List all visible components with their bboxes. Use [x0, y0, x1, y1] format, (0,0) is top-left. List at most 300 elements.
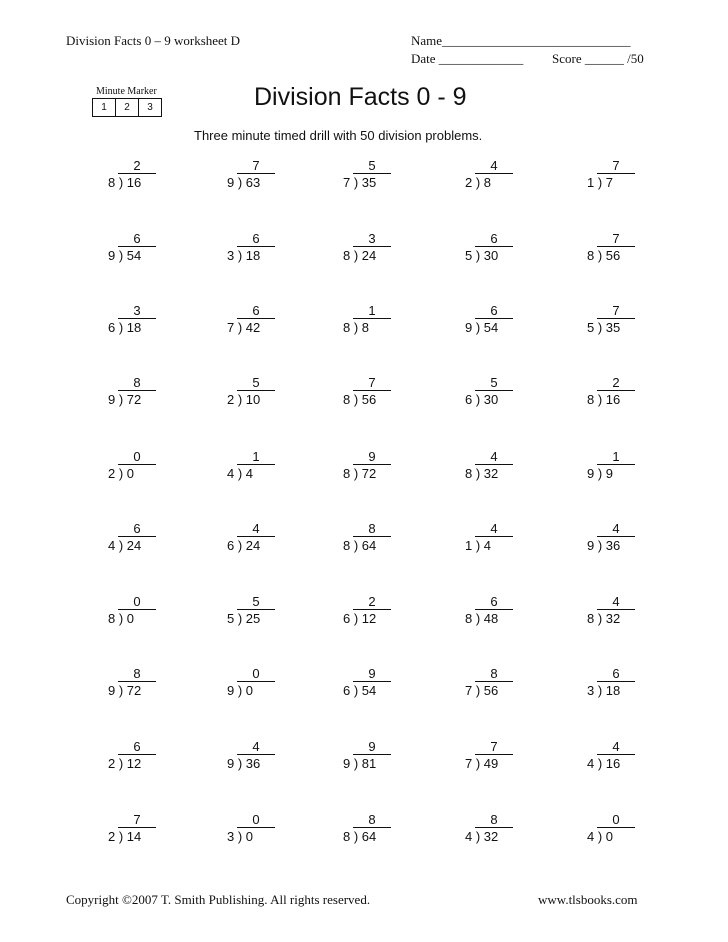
problem-division: [343, 248, 376, 264]
problem-dividend: 35: [361, 175, 377, 190]
division-bracket: ): [350, 538, 362, 553]
problem-divisor: 8: [343, 248, 351, 263]
problem-division: [587, 756, 620, 772]
problem-dividend: 14: [126, 829, 142, 844]
division-bracket: ): [115, 248, 127, 263]
problem-quotient: 8: [475, 666, 513, 682]
problem-dividend: 36: [605, 538, 621, 553]
problem-division: [227, 248, 260, 264]
problem-quotient: 1: [353, 303, 391, 319]
division-bracket: ): [350, 320, 362, 335]
problem-division: [108, 756, 141, 772]
problem-division: [587, 538, 620, 554]
problem-divisor: 9: [587, 538, 595, 553]
problem-dividend: 56: [483, 683, 499, 698]
problem-division: [227, 611, 260, 627]
problem-dividend: 12: [361, 611, 377, 626]
problem-division: [343, 466, 376, 482]
division-problem: [108, 739, 188, 775]
division-bracket: ): [350, 829, 362, 844]
division-problem: [465, 666, 545, 702]
problem-dividend: 72: [361, 466, 377, 481]
problem-quotient: 7: [597, 158, 635, 174]
division-problem: [227, 303, 307, 339]
problem-dividend: 64: [361, 829, 377, 844]
problem-divisor: 3: [227, 248, 235, 263]
problem-division: [587, 248, 620, 264]
problem-dividend: 81: [361, 756, 377, 771]
problem-divisor: 8: [343, 466, 351, 481]
division-problem: [465, 812, 545, 848]
problem-dividend: 54: [126, 248, 142, 263]
problem-divisor: 8: [343, 392, 351, 407]
division-bracket: ): [350, 175, 362, 190]
problem-divisor: 8: [465, 611, 473, 626]
problem-dividend: 16: [605, 756, 621, 771]
problem-quotient: 2: [118, 158, 156, 174]
problem-dividend: 24: [126, 538, 142, 553]
division-bracket: ): [472, 756, 484, 771]
problem-quotient: 4: [597, 739, 635, 755]
division-bracket: ): [472, 320, 484, 335]
problem-dividend: 56: [605, 248, 621, 263]
problem-quotient: 4: [475, 449, 513, 465]
problem-dividend: 4: [483, 538, 492, 553]
division-problem: [108, 449, 188, 485]
problem-quotient: 8: [353, 812, 391, 828]
division-bracket: ): [472, 392, 484, 407]
division-bracket: ): [594, 248, 606, 263]
division-problem: [465, 449, 545, 485]
problem-divisor: 9: [587, 466, 595, 481]
problem-divisor: 1: [587, 175, 595, 190]
problem-divisor: 7: [465, 683, 473, 698]
problem-quotient: 5: [237, 594, 275, 610]
division-bracket: ): [472, 466, 484, 481]
division-problem: [227, 812, 307, 848]
problem-dividend: 16: [605, 392, 621, 407]
division-bracket: ): [234, 466, 246, 481]
problem-divisor: 8: [587, 392, 595, 407]
division-bracket: ): [350, 683, 362, 698]
problem-dividend: 56: [361, 392, 377, 407]
division-problem: [465, 739, 545, 775]
problem-divisor: 7: [227, 320, 235, 335]
division-problem: [227, 231, 307, 267]
problem-dividend: 63: [245, 175, 261, 190]
division-problem: [587, 231, 667, 267]
division-problem: [227, 449, 307, 485]
problem-divisor: 2: [108, 829, 116, 844]
problem-quotient: 8: [353, 521, 391, 537]
problem-divisor: 9: [227, 756, 235, 771]
problem-divisor: 1: [465, 538, 473, 553]
problem-division: [108, 538, 141, 554]
problem-quotient: 0: [597, 812, 635, 828]
problem-divisor: 3: [227, 829, 235, 844]
problem-division: [227, 320, 260, 336]
problem-division: [108, 175, 141, 191]
problem-quotient: 5: [353, 158, 391, 174]
problem-quotient: 9: [353, 666, 391, 682]
minute-marker-box: [92, 98, 162, 117]
division-bracket: ): [234, 538, 246, 553]
footer-website: www.tlsbooks.com: [538, 892, 638, 907]
problem-quotient: 1: [237, 449, 275, 465]
division-bracket: ): [115, 683, 127, 698]
problem-quotient: 4: [597, 594, 635, 610]
problem-quotient: 8: [475, 812, 513, 828]
division-problem: [587, 812, 667, 848]
problem-dividend: 35: [605, 320, 621, 335]
division-bracket: ): [594, 683, 606, 698]
problem-quotient: 7: [475, 739, 513, 755]
problem-dividend: 0: [126, 611, 135, 626]
problem-division: [108, 248, 141, 264]
problem-division: [465, 538, 491, 554]
division-bracket: ): [350, 611, 362, 626]
division-problem: [343, 739, 423, 775]
division-bracket: ): [234, 175, 246, 190]
division-bracket: ): [594, 829, 606, 844]
problem-division: [108, 392, 141, 408]
problem-divisor: 6: [108, 320, 116, 335]
problem-divisor: 9: [227, 683, 235, 698]
division-bracket: ): [350, 756, 362, 771]
problem-quotient: 6: [118, 739, 156, 755]
problem-divisor: 8: [465, 466, 473, 481]
problem-division: [587, 320, 620, 336]
problem-dividend: 0: [605, 829, 614, 844]
problem-division: [343, 683, 376, 699]
problem-division: [343, 392, 376, 408]
division-bracket: ): [594, 538, 606, 553]
problem-quotient: 2: [353, 594, 391, 610]
problem-quotient: 7: [597, 231, 635, 247]
problem-division: [587, 611, 620, 627]
problem-quotient: 7: [597, 303, 635, 319]
problem-dividend: 72: [126, 683, 142, 698]
division-problem: [108, 158, 188, 194]
problem-division: [227, 538, 260, 554]
division-problem: [465, 231, 545, 267]
division-problem: [227, 666, 307, 702]
problem-quotient: 8: [118, 666, 156, 682]
division-problem: [343, 812, 423, 848]
problem-divisor: 8: [343, 538, 351, 553]
division-problem: [587, 666, 667, 702]
division-problem: [587, 449, 667, 485]
problem-quotient: 1: [597, 449, 635, 465]
division-problem: [343, 449, 423, 485]
division-bracket: ): [594, 466, 606, 481]
problem-divisor: 4: [108, 538, 116, 553]
division-problem: [465, 303, 545, 339]
division-bracket: ): [234, 392, 246, 407]
division-problem: [108, 812, 188, 848]
problem-quotient: 9: [353, 739, 391, 755]
problem-divisor: 8: [108, 175, 116, 190]
division-problem: [227, 521, 307, 557]
problem-dividend: 10: [245, 392, 261, 407]
minute-marker-cell-3: 3: [147, 102, 153, 113]
problem-division: [227, 392, 260, 408]
score-field: Score ______ /50: [552, 51, 644, 66]
division-bracket: ): [115, 466, 127, 481]
problem-division: [227, 466, 253, 482]
problem-dividend: 8: [483, 175, 492, 190]
division-problem: [343, 158, 423, 194]
problem-division: [108, 320, 141, 336]
problem-dividend: 0: [245, 683, 254, 698]
problem-division: [587, 466, 613, 482]
division-bracket: ): [115, 829, 127, 844]
problem-dividend: 30: [483, 392, 499, 407]
minute-marker-cell-2: 2: [116, 99, 139, 116]
problem-dividend: 16: [126, 175, 142, 190]
division-bracket: ): [234, 829, 246, 844]
problem-dividend: 7: [605, 175, 614, 190]
problem-dividend: 32: [605, 611, 621, 626]
division-bracket: ): [350, 392, 362, 407]
division-problem: [343, 594, 423, 630]
problem-division: [587, 683, 620, 699]
problem-quotient: 6: [237, 231, 275, 247]
problem-divisor: 4: [465, 829, 473, 844]
worksheet-title: Division Facts 0 – 9 worksheet D: [66, 33, 241, 48]
division-bracket: ): [234, 611, 246, 626]
problem-dividend: 49: [483, 756, 499, 771]
division-problem: [343, 303, 423, 339]
problem-dividend: 4: [245, 466, 254, 481]
problem-dividend: 0: [126, 466, 135, 481]
division-bracket: ): [115, 611, 127, 626]
division-bracket: ): [115, 756, 127, 771]
problem-dividend: 9: [605, 466, 614, 481]
division-problem: [587, 158, 667, 194]
problem-division: [227, 829, 253, 845]
problem-dividend: 54: [361, 683, 377, 698]
problem-quotient: 0: [237, 666, 275, 682]
problem-divisor: 6: [465, 392, 473, 407]
problem-quotient: 0: [237, 812, 275, 828]
division-problem: [587, 594, 667, 630]
problem-quotient: 6: [118, 231, 156, 247]
problem-quotient: 0: [118, 594, 156, 610]
problem-divisor: 2: [108, 466, 116, 481]
division-problem: [465, 521, 545, 557]
division-problem: [343, 231, 423, 267]
problem-divisor: 7: [465, 756, 473, 771]
problem-divisor: 9: [108, 392, 116, 407]
problem-dividend: 54: [483, 320, 499, 335]
problem-dividend: 32: [483, 466, 499, 481]
division-problem: [465, 375, 545, 411]
problem-quotient: 6: [237, 303, 275, 319]
footer-copyright: Copyright ©2007 T. Smith Publishing. All rights reserved.: [66, 892, 371, 907]
problem-divisor: 4: [227, 466, 235, 481]
problem-dividend: 36: [245, 756, 261, 771]
division-bracket: ): [594, 756, 606, 771]
problem-division: [465, 683, 498, 699]
problem-divisor: 5: [227, 611, 235, 626]
division-problem: [465, 158, 545, 194]
date-field: Date _____________: [411, 51, 524, 66]
division-problem: [227, 739, 307, 775]
division-problem: [227, 375, 307, 411]
division-problem: [587, 375, 667, 411]
problem-dividend: 72: [126, 392, 142, 407]
problem-quotient: 3: [118, 303, 156, 319]
division-problem: [108, 375, 188, 411]
problem-division: [343, 756, 376, 772]
division-bracket: ): [472, 248, 484, 263]
problem-quotient: 6: [118, 521, 156, 537]
problem-division: [465, 611, 498, 627]
division-bracket: ): [594, 175, 606, 190]
problem-division: [343, 175, 376, 191]
problem-quotient: 4: [237, 739, 275, 755]
division-bracket: ): [594, 611, 606, 626]
problem-divisor: 9: [108, 248, 116, 263]
problem-dividend: 18: [245, 248, 261, 263]
problem-quotient: 8: [118, 375, 156, 391]
problem-quotient: 0: [118, 449, 156, 465]
problem-division: [108, 829, 141, 845]
problem-dividend: 0: [245, 829, 254, 844]
division-problem: [465, 594, 545, 630]
problem-divisor: 9: [227, 175, 235, 190]
problem-quotient: 5: [475, 375, 513, 391]
problem-dividend: 18: [605, 683, 621, 698]
problem-division: [465, 829, 498, 845]
division-bracket: ): [115, 538, 127, 553]
problem-divisor: 9: [343, 756, 351, 771]
problem-division: [465, 175, 491, 191]
problem-dividend: 30: [483, 248, 499, 263]
division-problem: [227, 594, 307, 630]
problem-dividend: 24: [245, 538, 261, 553]
problem-division: [587, 829, 613, 845]
problem-divisor: 9: [108, 683, 116, 698]
problem-quotient: 4: [237, 521, 275, 537]
problem-division: [587, 175, 613, 191]
problem-dividend: 8: [361, 320, 370, 335]
problem-division: [465, 248, 498, 264]
division-problem: [108, 231, 188, 267]
problem-division: [343, 829, 376, 845]
problem-division: [108, 466, 134, 482]
problem-quotient: 7: [237, 158, 275, 174]
division-problem: [587, 521, 667, 557]
division-bracket: ): [115, 320, 127, 335]
problem-division: [227, 756, 260, 772]
problem-divisor: 8: [587, 248, 595, 263]
problem-division: [343, 538, 376, 554]
problem-dividend: 25: [245, 611, 261, 626]
problem-quotient: 3: [353, 231, 391, 247]
problem-division: [465, 756, 498, 772]
problem-dividend: 24: [361, 248, 377, 263]
problem-divisor: 7: [343, 175, 351, 190]
problem-division: [227, 683, 253, 699]
problem-divisor: 6: [227, 538, 235, 553]
problem-quotient: 7: [118, 812, 156, 828]
problem-divisor: 4: [587, 829, 595, 844]
division-problem: [108, 666, 188, 702]
problem-divisor: 6: [343, 611, 351, 626]
division-bracket: ): [234, 248, 246, 263]
problem-division: [108, 611, 134, 627]
problem-divisor: 2: [465, 175, 473, 190]
problem-divisor: 6: [343, 683, 351, 698]
problem-divisor: 4: [587, 756, 595, 771]
problem-divisor: 2: [227, 392, 235, 407]
division-bracket: ): [234, 756, 246, 771]
problem-division: [587, 392, 620, 408]
problem-quotient: 7: [353, 375, 391, 391]
problem-quotient: 6: [475, 231, 513, 247]
division-bracket: ): [350, 466, 362, 481]
division-bracket: ): [115, 392, 127, 407]
problem-division: [343, 611, 376, 627]
problem-divisor: 5: [587, 320, 595, 335]
name-field: Name_____________________________: [411, 33, 631, 48]
minute-marker-cell-1: 1: [93, 99, 116, 116]
division-bracket: ): [594, 392, 606, 407]
problem-dividend: 12: [126, 756, 142, 771]
division-problem: [587, 303, 667, 339]
problem-divisor: 8: [343, 320, 351, 335]
problem-divisor: 2: [108, 756, 116, 771]
problem-division: [343, 320, 369, 336]
division-problem: [343, 666, 423, 702]
problem-divisor: 8: [587, 611, 595, 626]
division-bracket: ): [115, 175, 127, 190]
problem-dividend: 18: [126, 320, 142, 335]
problem-dividend: 42: [245, 320, 261, 335]
problem-division: [465, 466, 498, 482]
problem-quotient: 6: [597, 666, 635, 682]
division-problem: [108, 594, 188, 630]
problem-division: [465, 320, 498, 336]
division-bracket: ): [472, 538, 484, 553]
division-bracket: ): [234, 320, 246, 335]
division-bracket: ): [594, 320, 606, 335]
division-problem: [108, 521, 188, 557]
problem-quotient: 5: [237, 375, 275, 391]
page-subtitle: Three minute timed drill with 50 division problems.: [194, 128, 483, 143]
division-bracket: ): [472, 175, 484, 190]
problem-quotient: 2: [597, 375, 635, 391]
problem-quotient: 4: [597, 521, 635, 537]
problem-divisor: 3: [587, 683, 595, 698]
page-title: Division Facts 0 - 9: [254, 83, 467, 111]
problem-dividend: 32: [483, 829, 499, 844]
problem-division: [108, 683, 141, 699]
problem-dividend: 48: [483, 611, 499, 626]
division-problem: [108, 303, 188, 339]
problem-divisor: 8: [343, 829, 351, 844]
division-bracket: ): [472, 683, 484, 698]
problem-divisor: 5: [465, 248, 473, 263]
minute-marker-label: Minute Marker: [96, 86, 157, 97]
problem-divisor: 8: [108, 611, 116, 626]
division-bracket: ): [472, 611, 484, 626]
problem-quotient: 9: [353, 449, 391, 465]
problem-division: [465, 392, 498, 408]
division-problem: [343, 375, 423, 411]
